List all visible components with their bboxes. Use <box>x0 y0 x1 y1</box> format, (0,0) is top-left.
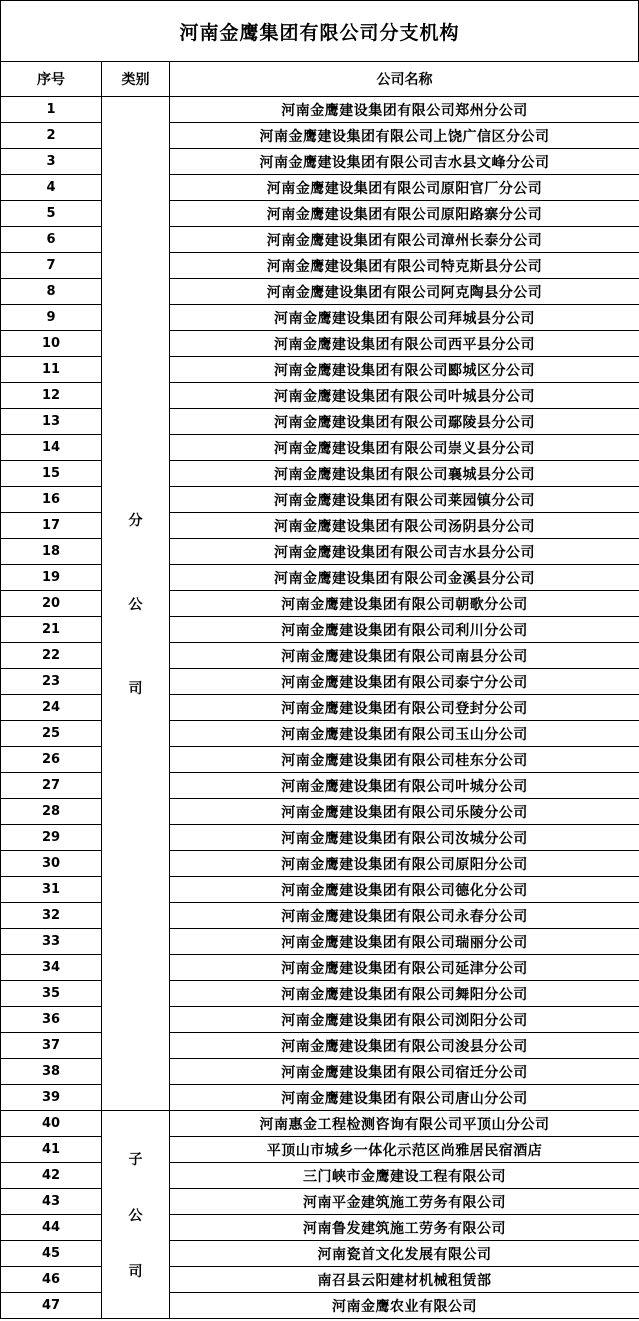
row-index: 6 <box>1 227 102 253</box>
row-company-name: 河南金鹰建设集团有限公司原阳官厂分公司 <box>170 175 639 201</box>
row-index: 5 <box>1 201 102 227</box>
row-company-name: 河南金鹰建设集团有限公司德化分公司 <box>170 877 639 903</box>
row-company-name: 河南金鹰建设集团有限公司拜城县分公司 <box>170 305 639 331</box>
table-row <box>1 383 639 409</box>
table-row <box>1 487 639 513</box>
row-index: 33 <box>1 929 102 955</box>
row-index: 24 <box>1 695 102 721</box>
table-row <box>1 1059 639 1085</box>
table-row <box>1 279 639 305</box>
row-company-name: 河南金鹰建设集团有限公司汝城分公司 <box>170 825 639 851</box>
row-index: 35 <box>1 981 102 1007</box>
table-row <box>1 643 639 669</box>
table-row <box>1 799 639 825</box>
row-index: 41 <box>1 1137 102 1163</box>
row-index: 25 <box>1 721 102 747</box>
table-row <box>1 981 639 1007</box>
row-company-name: 河南金鹰建设集团有限公司浚县分公司 <box>170 1033 639 1059</box>
table-row <box>1 1007 639 1033</box>
row-company-name: 南召县云阳建材机械租赁部 <box>170 1267 639 1293</box>
row-company-name: 河南金鹰建设集团有限公司叶城分公司 <box>170 773 639 799</box>
row-company-name: 河南金鹰建设集团有限公司桂东分公司 <box>170 747 639 773</box>
row-company-name: 河南金鹰建设集团有限公司吉水县分公司 <box>170 539 639 565</box>
row-index: 2 <box>1 123 102 149</box>
row-index: 26 <box>1 747 102 773</box>
row-index: 23 <box>1 669 102 695</box>
row-index: 3 <box>1 149 102 175</box>
row-index: 32 <box>1 903 102 929</box>
row-company-name: 河南金鹰建设集团有限公司吉水县文峰分公司 <box>170 149 639 175</box>
row-company-name: 河南金鹰建设集团有限公司泰宁分公司 <box>170 669 639 695</box>
table-row <box>1 435 639 461</box>
row-index: 16 <box>1 487 102 513</box>
row-company-name: 河南金鹰建设集团有限公司乐陵分公司 <box>170 799 639 825</box>
branch-table <box>0 61 639 1319</box>
row-index: 36 <box>1 1007 102 1033</box>
row-index: 39 <box>1 1085 102 1111</box>
row-company-name: 河南金鹰建设集团有限公司襄城县分公司 <box>170 461 639 487</box>
row-index: 27 <box>1 773 102 799</box>
table-body <box>1 97 639 1319</box>
row-company-name: 河南金鹰建设集团有限公司汤阴县分公司 <box>170 513 639 539</box>
row-company-name: 河南金鹰建设集团有限公司莱园镇分公司 <box>170 487 639 513</box>
row-index: 28 <box>1 799 102 825</box>
category-char: 公 <box>128 596 143 613</box>
row-index: 4 <box>1 175 102 201</box>
table-row <box>1 1215 639 1241</box>
row-index: 7 <box>1 253 102 279</box>
category-char: 分 <box>128 512 143 529</box>
category-char: 公 <box>128 1207 143 1224</box>
row-index: 22 <box>1 643 102 669</box>
row-company-name: 河南金鹰建设集团有限公司鄢陵县分公司 <box>170 409 639 435</box>
row-index: 31 <box>1 877 102 903</box>
table-row <box>1 513 639 539</box>
table-row <box>1 1189 639 1215</box>
table-row <box>1 773 639 799</box>
row-company-name: 河南金鹰建设集团有限公司永春分公司 <box>170 903 639 929</box>
row-company-name: 河南金鹰建设集团有限公司阿克陶县分公司 <box>170 279 639 305</box>
row-index: 20 <box>1 591 102 617</box>
table-row <box>1 1111 639 1137</box>
header-row <box>1 62 639 97</box>
table-row <box>1 331 639 357</box>
row-index: 14 <box>1 435 102 461</box>
table-row <box>1 877 639 903</box>
table-row <box>1 1085 639 1111</box>
row-company-name: 河南金鹰建设集团有限公司西平县分公司 <box>170 331 639 357</box>
table-row <box>1 695 639 721</box>
table-row <box>1 1033 639 1059</box>
table-row <box>1 929 639 955</box>
row-company-name: 河南金鹰建设集团有限公司崇义县分公司 <box>170 435 639 461</box>
row-index: 13 <box>1 409 102 435</box>
row-company-name: 河南金鹰建设集团有限公司漳州长泰分公司 <box>170 227 639 253</box>
row-index: 29 <box>1 825 102 851</box>
row-company-name: 河南平金建筑施工劳务有限公司 <box>170 1189 639 1215</box>
row-index: 43 <box>1 1189 102 1215</box>
table-row <box>1 617 639 643</box>
table-row <box>1 201 639 227</box>
category-label <box>102 1149 169 1281</box>
row-index: 47 <box>1 1293 102 1319</box>
row-index: 38 <box>1 1059 102 1085</box>
row-company-name: 河南金鹰建设集团有限公司舞阳分公司 <box>170 981 639 1007</box>
row-company-name: 河南惠金工程检测咨询有限公司平顶山分公司 <box>170 1111 639 1137</box>
category-char: 司 <box>128 680 143 697</box>
row-index: 1 <box>1 97 102 123</box>
table-row <box>1 227 639 253</box>
table-row <box>1 903 639 929</box>
row-company-name: 三门峡市金鹰建设工程有限公司 <box>170 1163 639 1189</box>
row-index: 45 <box>1 1241 102 1267</box>
table-row <box>1 123 639 149</box>
row-index: 40 <box>1 1111 102 1137</box>
header-category: 类别 <box>102 62 170 97</box>
row-index: 10 <box>1 331 102 357</box>
row-company-name: 河南金鹰建设集团有限公司朝歌分公司 <box>170 591 639 617</box>
table-row <box>1 461 639 487</box>
table-row <box>1 669 639 695</box>
row-company-name: 河南金鹰建设集团有限公司原阳路寨分公司 <box>170 201 639 227</box>
row-company-name: 河南金鹰建设集团有限公司利川分公司 <box>170 617 639 643</box>
row-company-name: 河南金鹰建设集团有限公司上饶广信区分公司 <box>170 123 639 149</box>
row-company-name: 河南金鹰建设集团有限公司南县分公司 <box>170 643 639 669</box>
row-index: 15 <box>1 461 102 487</box>
table-row <box>1 175 639 201</box>
row-company-name: 河南金鹰建设集团有限公司叶城县分公司 <box>170 383 639 409</box>
row-company-name: 河南金鹰建设集团有限公司原阳分公司 <box>170 851 639 877</box>
page-title: 河南金鹰集团有限公司分支机构 <box>0 0 639 61</box>
table-row <box>1 825 639 851</box>
row-index: 46 <box>1 1267 102 1293</box>
table-row <box>1 539 639 565</box>
row-index: 37 <box>1 1033 102 1059</box>
category-char: 司 <box>128 1263 143 1280</box>
row-index: 19 <box>1 565 102 591</box>
row-company-name: 河南金鹰建设集团有限公司宿迁分公司 <box>170 1059 639 1085</box>
row-company-name: 河南鲁发建筑施工劳务有限公司 <box>170 1215 639 1241</box>
row-index: 8 <box>1 279 102 305</box>
table-row <box>1 409 639 435</box>
row-company-name: 河南金鹰建设集团有限公司金溪县分公司 <box>170 565 639 591</box>
row-company-name: 河南瓷首文化发展有限公司 <box>170 1241 639 1267</box>
table-row <box>1 97 639 123</box>
row-index: 18 <box>1 539 102 565</box>
table-row <box>1 1137 639 1163</box>
table-row <box>1 305 639 331</box>
row-company-name: 河南金鹰建设集团有限公司瑞丽分公司 <box>170 929 639 955</box>
row-index: 42 <box>1 1163 102 1189</box>
table-row <box>1 253 639 279</box>
row-company-name: 平顶山市城乡一体化示范区尚雅居民宿酒店 <box>170 1137 639 1163</box>
header-index: 序号 <box>1 62 102 97</box>
row-index: 17 <box>1 513 102 539</box>
table-row <box>1 747 639 773</box>
table-row <box>1 1163 639 1189</box>
row-company-name: 河南金鹰建设集团有限公司特克斯县分公司 <box>170 253 639 279</box>
table-row <box>1 1267 639 1293</box>
table-row <box>1 955 639 981</box>
row-index: 30 <box>1 851 102 877</box>
row-company-name: 河南金鹰建设集团有限公司登封分公司 <box>170 695 639 721</box>
category-char: 子 <box>128 1151 143 1168</box>
row-company-name: 河南金鹰建设集团有限公司延津分公司 <box>170 955 639 981</box>
row-index: 12 <box>1 383 102 409</box>
table-row <box>1 1241 639 1267</box>
table-row <box>1 851 639 877</box>
table-row <box>1 721 639 747</box>
row-index: 9 <box>1 305 102 331</box>
category-cell <box>102 1111 170 1319</box>
category-label <box>102 510 169 698</box>
row-company-name: 河南金鹰建设集团有限公司浏阳分公司 <box>170 1007 639 1033</box>
row-company-name: 河南金鹰农业有限公司 <box>170 1293 639 1319</box>
row-index: 34 <box>1 955 102 981</box>
category-cell <box>102 97 170 1111</box>
row-company-name: 河南金鹰建设集团有限公司郾城区分公司 <box>170 357 639 383</box>
table-row <box>1 1293 639 1319</box>
row-index: 21 <box>1 617 102 643</box>
row-index: 44 <box>1 1215 102 1241</box>
row-company-name: 河南金鹰建设集团有限公司郑州分公司 <box>170 97 639 123</box>
table-row <box>1 591 639 617</box>
table-row <box>1 565 639 591</box>
row-company-name: 河南金鹰建设集团有限公司唐山分公司 <box>170 1085 639 1111</box>
header-company: 公司名称 <box>170 62 639 97</box>
table-row <box>1 357 639 383</box>
row-index: 11 <box>1 357 102 383</box>
table-row <box>1 149 639 175</box>
row-company-name: 河南金鹰建设集团有限公司玉山分公司 <box>170 721 639 747</box>
